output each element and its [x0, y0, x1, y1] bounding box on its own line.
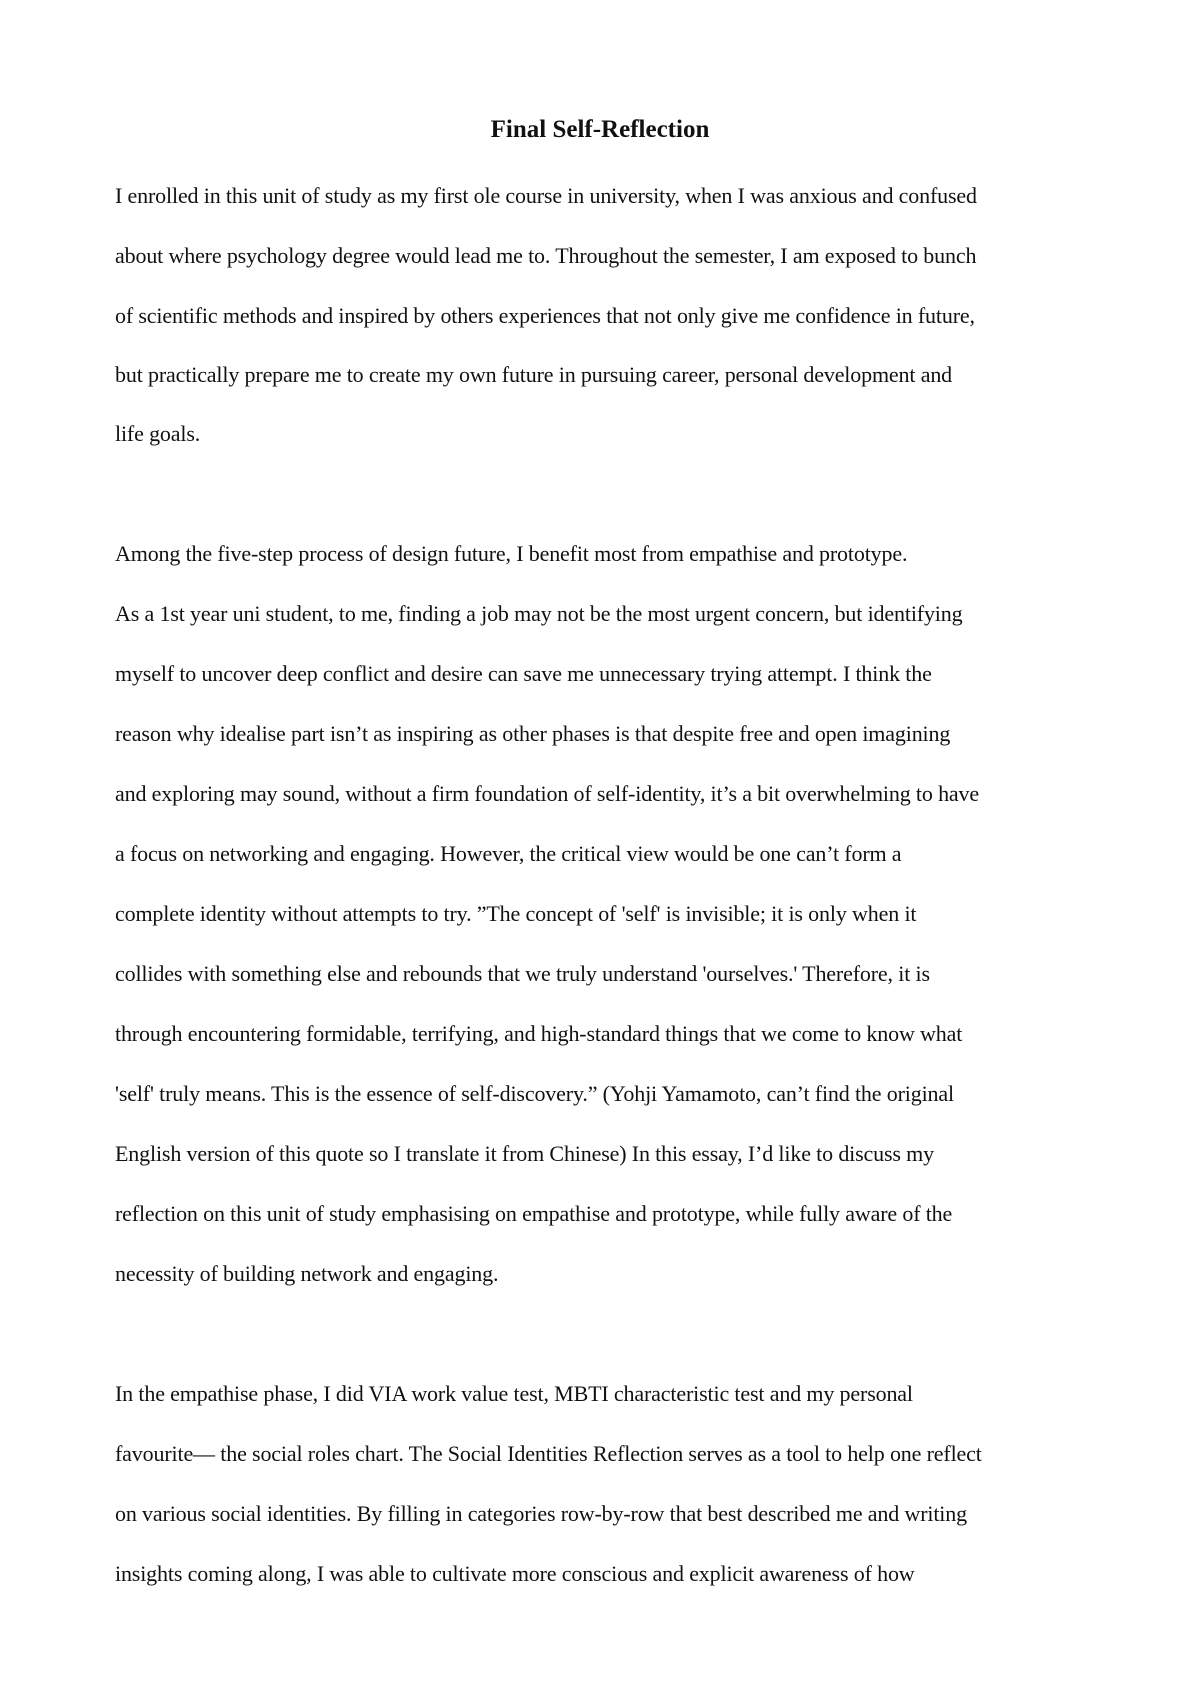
paragraph-1-line-5: life goals. — [115, 421, 201, 446]
paragraph-3-line-2: favourite— the social roles chart. The Social Identities Reflection serves as a tool to help one reflect — [115, 1441, 982, 1466]
paragraph-2-line-4: reason why idealise part isn’t as inspiring as other phases is that despite free and open imagining — [115, 721, 951, 746]
paragraph-1-line-2: about where psychology degree would lead me to. Throughout the semester, I am exposed to bunch — [115, 243, 977, 268]
paragraph-3-line-4: insights coming along, I was able to cultivate more conscious and explicit awareness of how — [115, 1561, 915, 1586]
paragraph-2-line-9: through encountering formidable, terrifying, and high-standard things that we come to know what — [115, 1021, 963, 1046]
paragraph-1-line-3: of scientific methods and inspired by others experiences that not only give me confidence in future, — [115, 303, 975, 328]
paragraph-2-line-10: 'self' truly means. This is the essence of self-discovery.” (Yohji Yamamoto, can’t find the original — [115, 1081, 954, 1106]
paragraph-2-line-8: collides with something else and rebounds that we truly understand 'ourselves.' Therefore, it is — [115, 961, 930, 986]
paragraph-1-line-1: I enrolled in this unit of study as my first ole course in university, when I was anxious and confused — [115, 183, 977, 208]
paragraph-3-line-1: In the empathise phase, I did VIA work value test, MBTI characteristic test and my personal — [115, 1381, 913, 1406]
paragraph-2-line-5: and exploring may sound, without a firm foundation of self-identity, it’s a bit overwhelming to have — [115, 781, 980, 806]
paragraph-2-line-6: a focus on networking and engaging. However, the critical view would be one can’t form a — [115, 841, 902, 866]
paragraph-2-line-2: As a 1st year uni student, to me, finding a job may not be the most urgent concern, but identifying — [115, 601, 963, 626]
paragraph-2-line-12: reflection on this unit of study emphasising on empathise and prototype, while fully aware of the — [115, 1201, 953, 1226]
paragraph-2-line-11: English version of this quote so I translate it from Chinese) In this essay, I’d like to discuss my — [115, 1141, 934, 1166]
paragraph-2-line-3: myself to uncover deep conflict and desire can save me unnecessary trying attempt. I think the — [115, 661, 932, 686]
paragraph-1-line-4: but practically prepare me to create my own future in pursuing career, personal development and — [115, 362, 953, 387]
paragraph-2-line-7: complete identity without attempts to try. ”The concept of 'self' is invisible; it is only when it — [115, 901, 917, 926]
paragraph-3-line-3: on various social identities. By filling in categories row-by-row that best described me and writing — [115, 1501, 967, 1526]
document-title: Final Self-Reflection — [490, 116, 710, 143]
paragraph-2-line-13: necessity of building network and engaging. — [115, 1261, 499, 1286]
paragraph-2-line-1: Among the five-step process of design future, I benefit most from empathise and prototype. — [115, 541, 908, 566]
